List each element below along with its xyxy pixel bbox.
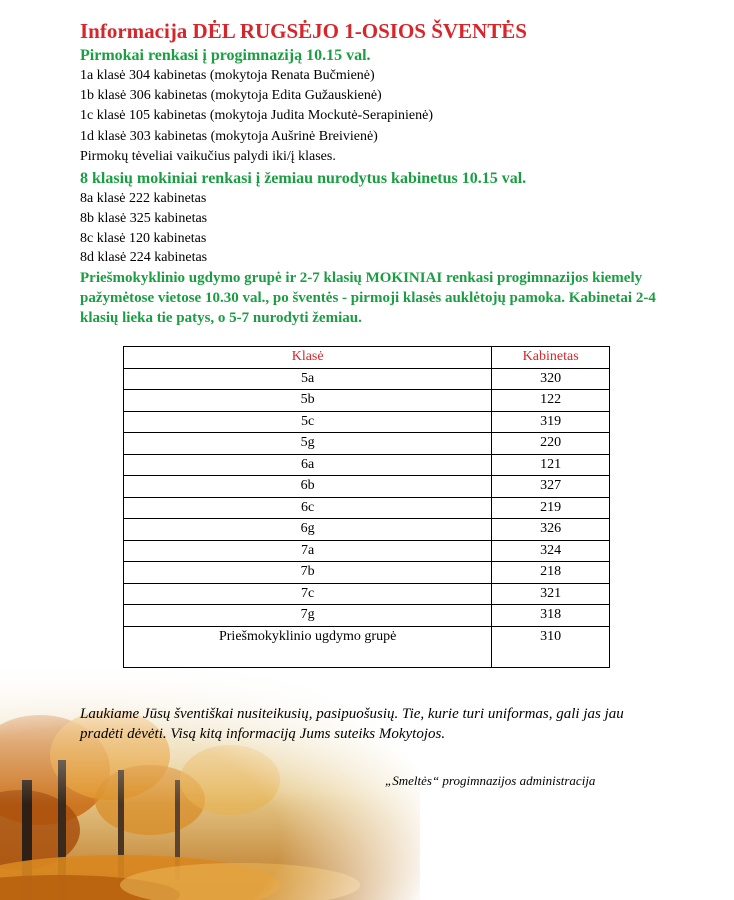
table-row xyxy=(124,368,610,390)
table-row xyxy=(124,497,610,519)
class-cell: 6b xyxy=(124,476,492,498)
table-row xyxy=(124,476,610,498)
class-cell: 5a xyxy=(124,368,492,390)
eighth-graders-line: 8b klasė 325 kabinetas xyxy=(80,211,208,226)
class-cell: 7b xyxy=(124,562,492,584)
table-row xyxy=(124,519,610,541)
class-cell: Priešmokyklinio ugdymo grupė xyxy=(124,626,492,667)
closing-message: Laukiame Jūsų šventiškai nusiteikusių, pasipuošusių. Tie, kurie turi uniformas, gali jas jau pradėti dėvėti. Visą kitą informaciją Jums suteiks Mokytojos. xyxy=(80,706,624,742)
eighth-graders-line: 8d klasė 224 kabinetas xyxy=(80,250,208,265)
eighth-graders-line: 8c klasė 120 kabinetas xyxy=(80,231,207,246)
room-cell: 122 xyxy=(492,390,610,412)
signature: „Smeltės“ progimnazijos administracija xyxy=(385,773,596,788)
room-cell: 310 xyxy=(492,626,610,667)
room-cell: 318 xyxy=(492,605,610,627)
page-title: Informacija DĖL RUGSĖJO 1-OSIOS ŠVENTĖS xyxy=(80,19,527,43)
class-cell: 7a xyxy=(124,540,492,562)
table-row xyxy=(124,411,610,433)
class-cell: 5c xyxy=(124,411,492,433)
class-cell: 5g xyxy=(124,433,492,455)
room-cell: 218 xyxy=(492,562,610,584)
autumn-park-image xyxy=(0,660,420,900)
classrooms-table xyxy=(123,346,610,668)
room-cell: 220 xyxy=(492,433,610,455)
room-cell: 219 xyxy=(492,497,610,519)
first-graders-note: Pirmokų tėveliai vaikučius palydi iki/į klases. xyxy=(80,149,336,164)
room-cell: 320 xyxy=(492,368,610,390)
first-graders-line: 1c klasė 105 kabinetas (mokytoja Judita Mockutė-Serapinienė) xyxy=(80,108,434,123)
class-cell: 6g xyxy=(124,519,492,541)
room-cell: 319 xyxy=(492,411,610,433)
eighth-graders-line: 8a klasė 222 kabinetas xyxy=(80,191,207,206)
eighth-graders-heading: 8 klasių mokiniai renkasi į žemiau nurodytus kabinetus 10.15 val. xyxy=(80,170,527,187)
table-row xyxy=(124,390,610,412)
table-row xyxy=(124,605,610,627)
table-row xyxy=(124,433,610,455)
room-cell: 324 xyxy=(492,540,610,562)
table-row xyxy=(124,562,610,584)
class-cell: 5b xyxy=(124,390,492,412)
class-cell: 7g xyxy=(124,605,492,627)
class-cell: 6c xyxy=(124,497,492,519)
column-header-room: Kabinetas xyxy=(492,347,610,369)
room-cell: 121 xyxy=(492,454,610,476)
table-row xyxy=(124,583,610,605)
others-gathering-note: Priešmokyklinio ugdymo grupė ir 2-7 klasių MOKINIAI renkasi progimnazijos kiemely pažymėtose vietose 10.30 val., po šventės - pirmoji klasės auklėtojų pamoka. Kabinetai 2-4 klasių lieka tie patys, o 5-7 nurodyti žemiau. xyxy=(80,270,656,326)
class-cell: 6a xyxy=(124,454,492,476)
class-cell: 7c xyxy=(124,583,492,605)
first-graders-heading: Pirmokai renkasi į progimnaziją 10.15 val. xyxy=(80,47,371,64)
table-row xyxy=(124,626,610,667)
first-graders-line: 1a klasė 304 kabinetas (mokytoja Renata Bučmienė) xyxy=(80,68,375,83)
first-graders-line: 1d klasė 303 kabinetas (mokytoja Aušrinė Breivienė) xyxy=(80,129,378,144)
table-row xyxy=(124,454,610,476)
room-cell: 321 xyxy=(492,583,610,605)
table-row xyxy=(124,540,610,562)
room-cell: 327 xyxy=(492,476,610,498)
first-graders-line: 1b klasė 306 kabinetas (mokytoja Edita Gužauskienė) xyxy=(80,88,382,103)
column-header-class: Klasė xyxy=(124,347,492,369)
room-cell: 326 xyxy=(492,519,610,541)
table-header-row xyxy=(124,347,610,369)
